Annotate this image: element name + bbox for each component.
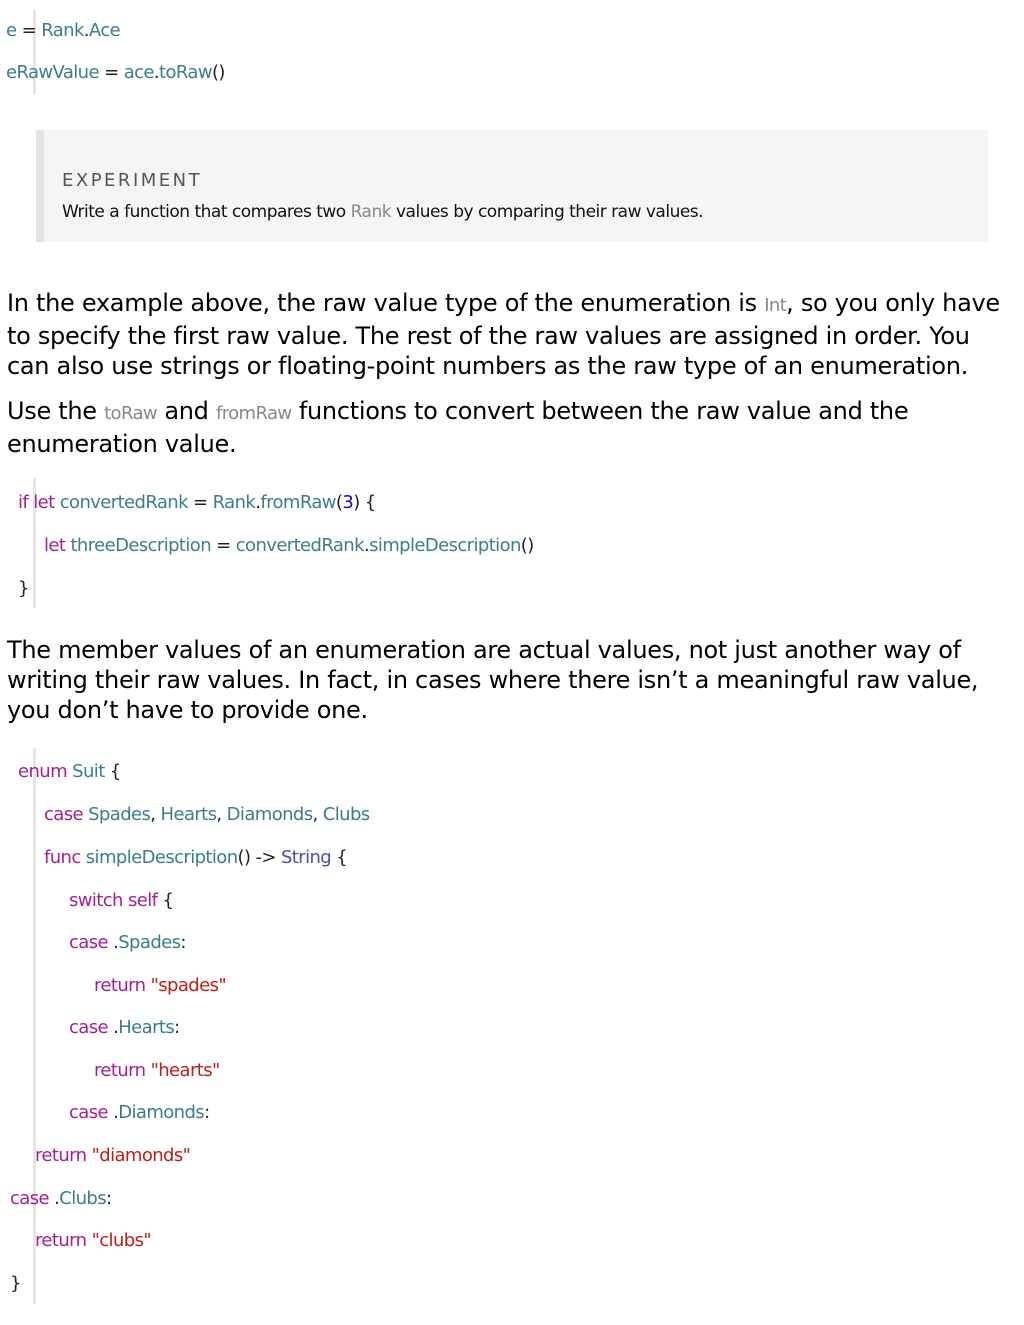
code-token: convertedRank <box>59 492 188 513</box>
code-token: ) { <box>353 492 376 513</box>
code-token: "clubs" <box>91 1230 152 1251</box>
code-token: . <box>255 492 261 513</box>
code-token: = <box>187 492 213 513</box>
code-token: { <box>104 761 121 782</box>
inline-code: Rank <box>350 202 392 222</box>
code-token: = <box>98 62 124 83</box>
code-token: switch <box>69 890 123 911</box>
experiment-text <box>62 202 703 222</box>
code-token: 3 <box>342 492 354 513</box>
code-token: return <box>94 975 146 996</box>
code-token: ( <box>335 492 343 513</box>
code-token: : <box>106 1188 112 1209</box>
code-token: Rank <box>41 20 84 41</box>
code-line <box>44 804 370 826</box>
code-token: Spades <box>88 804 151 825</box>
paragraph-text: functions to convert between the raw value and the enumeration value. <box>7 397 909 458</box>
code-line <box>94 975 226 997</box>
code-token: String <box>280 847 332 868</box>
code-line <box>35 1145 190 1167</box>
code-token: , <box>312 804 323 825</box>
code-token: func <box>44 847 81 868</box>
code-line <box>18 578 29 600</box>
code-token: if <box>18 492 29 513</box>
paragraph-toraw-fromraw <box>7 396 1019 459</box>
code-token: Hearts <box>160 804 217 825</box>
code-token: self <box>128 890 158 911</box>
code-token: let <box>33 492 55 513</box>
code-line <box>69 1102 210 1124</box>
code-block-border <box>33 748 36 1304</box>
code-line <box>44 847 347 869</box>
code-token: () <box>211 62 225 83</box>
experiment-text-after: values by comparing their raw values. <box>391 202 704 222</box>
code-line <box>69 932 186 954</box>
code-line <box>35 1230 151 1252</box>
code-line <box>6 20 120 42</box>
code-token: } <box>10 1273 21 1294</box>
code-token: , <box>216 804 227 825</box>
code-token: eRawValue <box>6 62 99 83</box>
code-token: convertedRank <box>235 535 364 556</box>
code-token: () <box>520 535 534 556</box>
paragraph-member-values <box>7 635 1019 725</box>
code-token: : <box>180 932 186 953</box>
code-token: ace <box>123 62 154 83</box>
code-token: Spades <box>118 932 181 953</box>
inline-code: Int <box>764 295 787 316</box>
code-token: = <box>211 535 236 556</box>
code-token: Hearts <box>118 1017 175 1038</box>
code-line <box>69 1017 180 1039</box>
code-token: Clubs <box>59 1188 107 1209</box>
code-token: . <box>83 20 89 41</box>
experiment-text-before: Write a function that compares two <box>62 202 351 222</box>
code-token: e <box>6 20 17 41</box>
code-token: : <box>204 1102 210 1123</box>
paragraph-text: In the example above, the raw value type of the enumeration is <box>7 289 765 317</box>
code-token: return <box>35 1145 87 1166</box>
code-line <box>18 761 121 783</box>
code-token: "hearts" <box>150 1060 220 1081</box>
code-token: = <box>16 20 42 41</box>
code-token: Diamonds <box>226 804 313 825</box>
code-token: . <box>153 62 160 83</box>
paragraph-text: , so you only have to specify the first raw value. The rest of the raw values are assigned in order. You can also use strings or floating-point numbers as the raw type of an enumeration. <box>7 289 1000 380</box>
code-line <box>18 492 376 514</box>
code-token: Clubs <box>322 804 370 825</box>
code-token: return <box>35 1230 87 1251</box>
code-token: . <box>107 1017 119 1038</box>
code-token: Diamonds <box>118 1102 205 1123</box>
code-token: { <box>157 890 174 911</box>
code-token: simpleDescription <box>85 847 238 868</box>
code-line <box>10 1188 112 1210</box>
code-line <box>94 1060 220 1082</box>
paragraph-raw-value-type <box>7 288 1019 381</box>
code-token: enum <box>18 761 68 782</box>
code-token: "spades" <box>150 975 227 996</box>
code-token: threeDescription <box>70 535 212 556</box>
code-token: { <box>331 847 348 868</box>
code-token: . <box>48 1188 60 1209</box>
paragraph-text: Use the <box>7 397 105 425</box>
code-token: , <box>150 804 161 825</box>
code-line <box>10 1273 21 1295</box>
code-line <box>44 535 534 557</box>
code-line <box>69 890 173 912</box>
code-token: case <box>44 804 83 825</box>
inline-code: toRaw <box>104 403 158 424</box>
paragraph-text: and <box>157 397 216 425</box>
code-token: case <box>69 932 108 953</box>
code-token: toRaw <box>159 62 212 83</box>
code-token: case <box>69 1017 108 1038</box>
code-token: Rank <box>212 492 256 513</box>
code-token: } <box>18 578 29 599</box>
code-token: fromRaw <box>260 492 336 513</box>
code-token: : <box>174 1017 180 1038</box>
code-token: . <box>363 535 370 556</box>
code-token: simpleDescription <box>369 535 521 556</box>
paragraph-text: The member values of an enumeration are actual values, not just another way of writing their raw values. In fact, in cases where there isn’t a meaningful raw value, you don’t have to provide one. <box>7 636 979 724</box>
code-token: case <box>69 1102 108 1123</box>
inline-code: fromRaw <box>215 403 292 424</box>
code-token: . <box>107 932 119 953</box>
code-token: () -> <box>237 847 281 868</box>
code-token: Ace <box>88 20 121 41</box>
code-token: return <box>94 1060 146 1081</box>
code-token: case <box>10 1188 49 1209</box>
code-token: let <box>44 535 66 556</box>
code-token: "diamonds" <box>91 1145 191 1166</box>
experiment-callout <box>36 130 988 242</box>
experiment-title: EXPERIMENT <box>62 170 203 191</box>
code-token: Suit <box>72 761 105 782</box>
code-line <box>6 62 225 84</box>
code-token: . <box>107 1102 119 1123</box>
